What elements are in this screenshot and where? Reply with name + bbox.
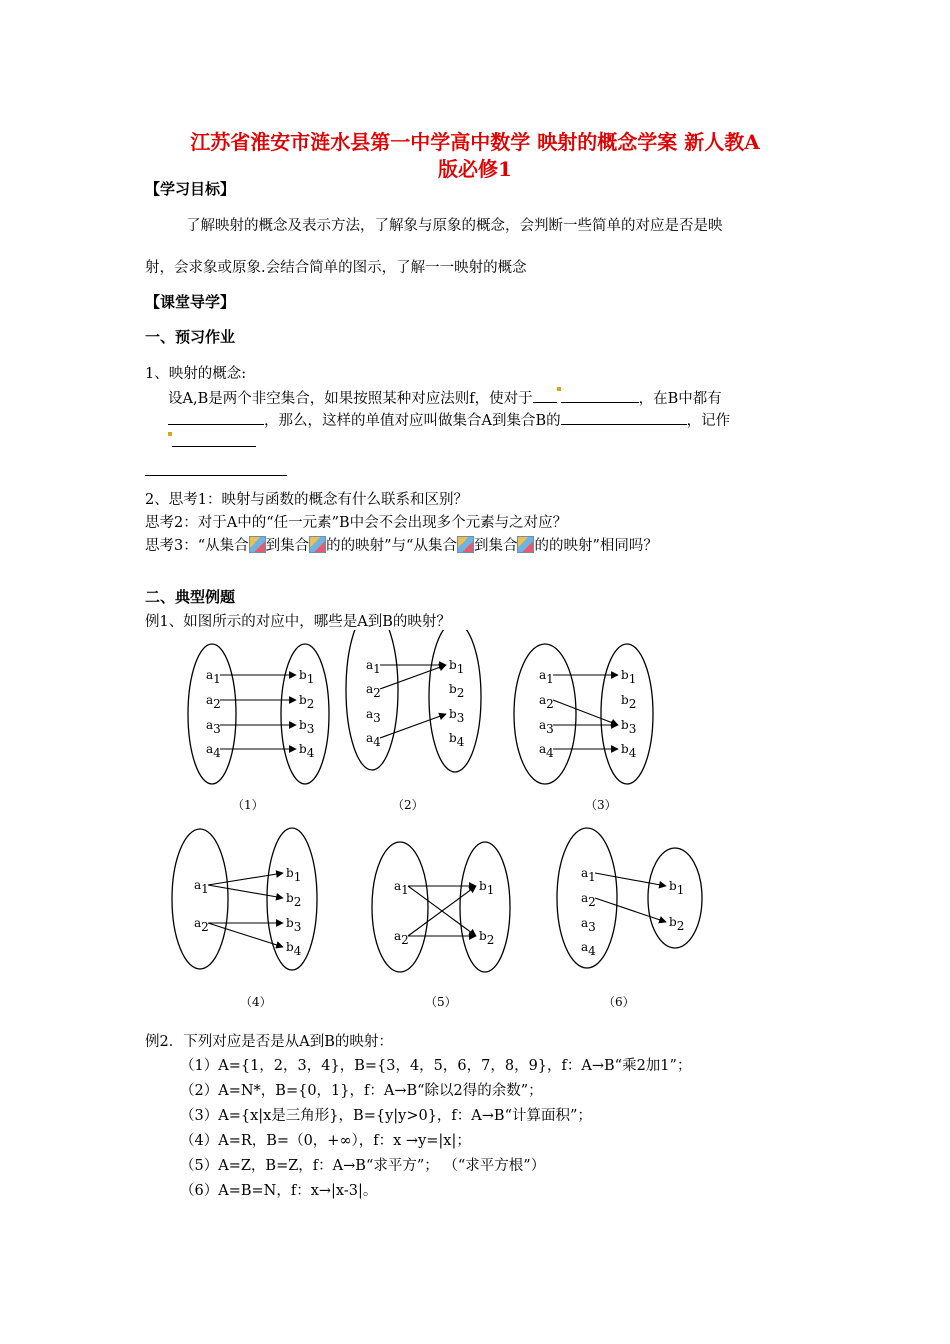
mapping-arrow <box>208 885 283 898</box>
learning-goals-line2: 射，会求象或原象.会结合简单的图示，了解一一映射的概念 <box>145 260 527 276</box>
set-b-ellipse <box>648 848 702 948</box>
mapping-arrow <box>208 873 283 885</box>
set-a-element: a1 <box>539 668 554 686</box>
mapping-diagram-5 <box>372 842 510 972</box>
set-a-element: a4 <box>539 742 554 760</box>
set-a-ellipse <box>372 842 428 972</box>
set-b-element: b4 <box>449 731 465 749</box>
set-b-element: b3 <box>621 718 637 736</box>
set-a-element: a1 <box>581 866 596 884</box>
mapping-diagram-3 <box>514 644 653 784</box>
part2-heading: 二、典型例题 <box>145 588 236 606</box>
example2-item-1: （1）A={1，2，3，4}，B={3，4，5，6，7，8，9}，f：A→B“乘2加1”； <box>180 1058 692 1074</box>
mapping-diagram-6 <box>557 828 702 968</box>
set-a-element: a2 <box>206 693 221 711</box>
set-a-element: a3 <box>581 916 596 934</box>
set-b-element: b2 <box>479 929 495 947</box>
set-a-element: a1 <box>394 879 409 897</box>
set-b-element: b1 <box>286 866 302 884</box>
set-a-element: a1 <box>206 668 221 686</box>
document-title-line2: 版必修1 <box>438 157 512 181</box>
formula-image-icon <box>457 536 474 553</box>
set-a-element: a3 <box>366 707 381 725</box>
part1-heading: 一、预习作业 <box>145 328 236 346</box>
class-guide-heading: 【课堂导学】 <box>145 293 236 311</box>
set-b-ellipse <box>281 644 329 784</box>
mapping-diagram-1 <box>188 644 329 784</box>
q1-line2: ，那么，这样的单值对应叫做集合A到集合B的 ，记作 <box>168 409 730 430</box>
set-b-element: b3 <box>449 707 465 725</box>
formula-image-icon <box>309 536 326 553</box>
caption-6: （6） <box>603 995 635 1009</box>
set-b-element: b4 <box>286 940 302 958</box>
example1-text: 例1、如图所示的对应中，哪些是A到B的映射？ <box>145 614 451 630</box>
caption-4: （4） <box>240 995 272 1009</box>
learning-goals-heading: 【学习目标】 <box>145 180 236 198</box>
set-a-element: a2 <box>366 682 381 700</box>
mapping-diagram-4 <box>172 828 317 970</box>
caption-5: （5） <box>425 995 457 1009</box>
think1: 2、思考1：映射与函数的概念有什么联系和区别？ <box>145 492 468 508</box>
mapping-arrow <box>553 700 618 725</box>
blank-2[interactable] <box>168 410 264 425</box>
set-b-ellipse <box>601 644 653 784</box>
set-b-element: b1 <box>669 879 685 897</box>
set-b-element: b3 <box>286 916 302 934</box>
q1-label: 1、映射的概念: <box>145 366 247 382</box>
formula-image-icon <box>517 536 534 553</box>
set-b-element: b1 <box>449 658 465 676</box>
think3: 思考3：“从集合 到集合 的的映射”与“从集合 到集合 的的映射”相同吗？ <box>145 538 658 554</box>
q1-line1: 设A,B是两个非空集合，如果按照某种对应法则f，使对于 ，在B中都有 <box>168 387 722 408</box>
mapping-arrow <box>595 873 666 886</box>
set-a-element: a2 <box>394 929 409 947</box>
set-a-ellipse <box>514 644 576 784</box>
set-b-element: b1 <box>299 668 315 686</box>
example2-item-4: （4）A=R，B=（0，+∞），f：x →y=|x|； <box>180 1133 471 1149</box>
mapping-diagrams <box>0 630 950 1020</box>
document-title-line1: 江苏省淮安市涟水县第一中学高中数学 映射的概念学案 新人教A <box>190 130 760 154</box>
set-b-element: b1 <box>621 668 637 686</box>
set-a-element: a4 <box>206 742 221 760</box>
set-b-element: b2 <box>299 693 315 711</box>
set-a-element: a3 <box>539 718 554 736</box>
set-b-element: b4 <box>299 742 315 760</box>
set-b-element: b1 <box>479 879 495 897</box>
blank-3[interactable] <box>561 410 687 425</box>
footnote-divider <box>145 475 287 476</box>
set-b-element: b2 <box>621 693 637 711</box>
learning-goals-line1: 了解映射的概念及表示方法，了解象与原象的概念，会判断一些简单的对应是否是映 <box>186 218 723 234</box>
set-a-element: a4 <box>366 731 381 749</box>
example2-text: 例2．下列对应是否是从A到B的映射： <box>145 1034 393 1050</box>
q1-line3 <box>168 432 256 451</box>
set-b-element: b2 <box>449 682 465 700</box>
blank-1a[interactable] <box>533 388 557 403</box>
set-b-ellipse <box>460 842 510 972</box>
set-a-element: a1 <box>194 878 209 896</box>
caption-3: （3） <box>585 798 617 812</box>
think2: 思考2：对于A中的“任一元素”B中会不会出现多个元素与之对应？ <box>145 515 568 531</box>
mapping-arrow <box>380 665 446 689</box>
blank-1b[interactable] <box>561 388 639 403</box>
set-a-ellipse <box>346 630 398 770</box>
example2-item-5: （5）A=Z，B=Z，f：A→B“求平方”； （“求平方根”） <box>180 1158 546 1174</box>
set-a-element: a1 <box>366 658 381 676</box>
caption-2: （2） <box>392 798 424 812</box>
set-b-element: b2 <box>669 915 685 933</box>
set-b-element: b3 <box>299 718 315 736</box>
caption-1: （1） <box>232 798 264 812</box>
example2-item-6: （6）A=B=N，f：x→|x-3|。 <box>180 1183 378 1199</box>
mapping-diagram-2 <box>346 630 481 772</box>
example2-item-2: （2）A=N*，B={0，1}，f：A→B“除以2得的余数”； <box>180 1083 543 1099</box>
mapping-arrow <box>380 714 446 738</box>
formula-image-icon <box>249 536 266 553</box>
set-a-ellipse <box>172 829 228 969</box>
set-b-ellipse <box>429 630 481 772</box>
mapping-arrow <box>595 898 666 922</box>
set-b-element: b2 <box>286 891 302 909</box>
set-a-element: a3 <box>206 718 221 736</box>
set-a-element: a2 <box>581 891 596 909</box>
set-a-element: a4 <box>581 940 596 958</box>
blank-4[interactable] <box>172 432 256 447</box>
mapping-arrow <box>208 923 283 947</box>
example2-item-3: （3）A={x|x是三角形}，B={y|y>0}，f：A→B“计算面积”； <box>180 1108 592 1124</box>
set-b-element: b4 <box>621 742 637 760</box>
set-a-element: a2 <box>194 916 209 934</box>
set-a-ellipse <box>188 644 236 784</box>
set-a-element: a2 <box>539 693 554 711</box>
